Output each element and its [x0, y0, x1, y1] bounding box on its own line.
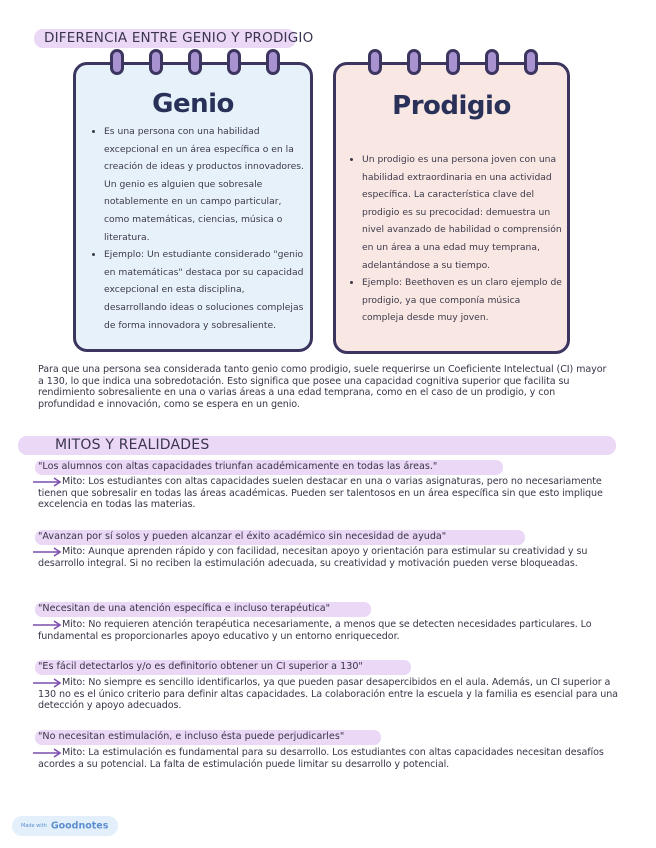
ring-icon	[266, 49, 280, 75]
genio-bullet-example: • Ejemplo: Un estudiante considerado "genio en matemáticas" destaca por su capacidad excepcional en esta disciplina, desarrollando ideas o soluciones complejas de forma innovadora y sobresaliente.	[104, 246, 304, 334]
badge-made-with: Made with	[21, 823, 47, 829]
myth-quote: "Necesitan de una atención específica e incluso terapéutica"	[38, 603, 331, 614]
genio-rings	[76, 49, 310, 81]
ring-icon	[368, 49, 382, 75]
ring-icon	[149, 49, 163, 75]
myth-quote: "No necesitan estimulación, e incluso ésta puede perjudicarles"	[38, 731, 345, 742]
prodigio-bullet-example: • Ejemplo: Beethoven es un claro ejemplo de prodigio, ya que componía música compleja desde muy joven.	[362, 274, 564, 327]
ring-icon	[188, 49, 202, 75]
prodigio-card	[333, 62, 570, 354]
ring-icon	[446, 49, 460, 75]
genio-bullets	[90, 123, 304, 334]
prodigio-bullet-definition: • Un prodigio es una persona joven con una habilidad extraordinaria en una actividad específica. La característica clave del prodigio es su precocidad: demuestra un nivel avanzado de habilidad o comprensión en un área a una edad muy temprana, adelantándose a su tiempo.	[362, 151, 564, 274]
myth-quote: "Avanzan por sí solos y pueden alcanzar el éxito académico sin necesidad de ayuda"	[38, 531, 447, 542]
page-title: DIFERENCIA ENTRE GENIO Y PRODIGIO	[44, 30, 314, 46]
myth-reality: Mito: Aunque aprenden rápido y con facilidad, necesitan apoyo y orientación para estimular su creatividad y su desarrollo integral. Si no reciben la estimulación adecuada, su creatividad y motivación pueden verse bloqueadas.	[38, 546, 588, 569]
myths-heading: MITOS Y REALIDADES	[55, 437, 210, 453]
prodigio-rings	[336, 49, 567, 81]
badge-brand: Goodnotes	[50, 820, 109, 832]
intro-paragraph: Para que una persona sea considerada tanto genio como prodigio, suele requerirse un Coeficiente Intelectual (CI) mayor a 130, lo que indica una sobredotación. Esto significa que posee una capacidad cognitiva superior que facilita su rendimiento sobresaliente en una o varias áreas a una edad temprana, como en el caso de un prodigio, y con profundidad e innovación, como se espera en un genio.	[38, 364, 607, 410]
genio-title: Genio	[152, 89, 234, 119]
ring-icon	[524, 49, 538, 75]
ring-icon	[110, 49, 124, 75]
prodigio-title: Prodigio	[392, 91, 511, 121]
ring-icon	[407, 49, 421, 75]
myth-quote: "Es fácil detectarlos y/o es definitorio obtener un CI superior a 130"	[38, 661, 363, 672]
myth-reality: Mito: No siempre es sencillo identificarlos, ya que pueden pasar desapercibidos en el aula. Además, un CI superior a 130 no es el único criterio para definir altas capacidades. La colaboración entre la escuela y la familia es esencial para una detección y apoyo adecuados.	[38, 677, 618, 712]
genio-card	[73, 62, 313, 352]
myth-reality: Mito: No requieren atención terapéutica necesariamente, a menos que se detecten necesidades particulares. Lo fundamental es proporcionarles apoyo educativo y un entorno enriquecedor.	[38, 619, 592, 642]
genio-bullet-definition: • Es una persona con una habilidad excepcional en un área específica o en la creación de ideas y productos innovadores. Un genio es alguien que sobresale notablemente en un campo particular, como matemáticas, ciencias, música o literatura.	[104, 123, 304, 246]
myth-reality: Mito: Los estudiantes con altas capacidades suelen destacar en una o varias asignaturas, pero no necesariamente tienen que sobresalir en todas las áreas académicas. Pueden ser talentosos en un área específica sin que esto implique excelencia en todas las materias.	[38, 476, 603, 511]
goodnotes-badge[interactable]	[12, 816, 118, 836]
ring-icon	[227, 49, 241, 75]
myth-quote: "Los alumnos con altas capacidades triunfan académicamente en todas las áreas."	[38, 461, 438, 472]
prodigio-bullets	[348, 151, 564, 327]
ring-icon	[485, 49, 499, 75]
myth-reality: Mito: La estimulación es fundamental para su desarrollo. Los estudiantes con altas capacidades necesitan desafíos acordes a su potencial. La falta de estimulación puede limitar su desarrollo y potencial.	[38, 747, 604, 770]
